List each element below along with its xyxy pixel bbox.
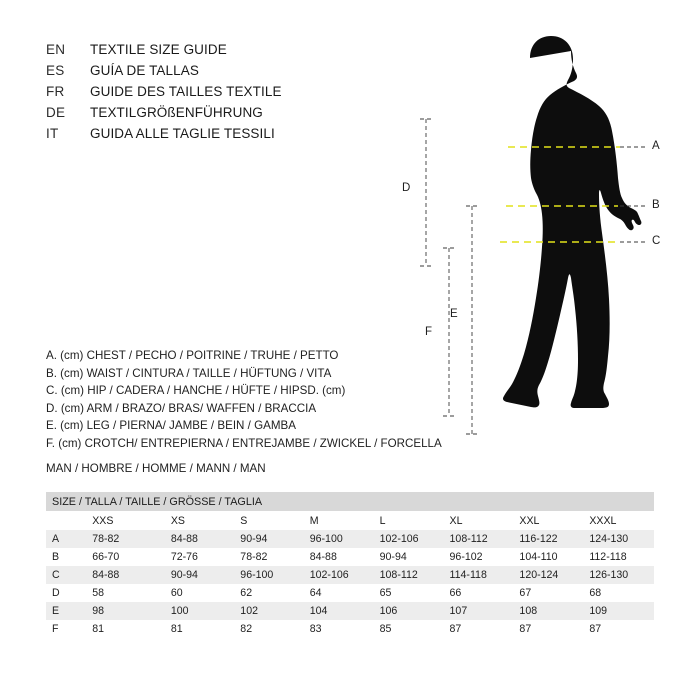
table-cell: 81 — [165, 620, 234, 638]
language-row — [46, 105, 376, 126]
table-row — [46, 602, 654, 620]
gender-label: MAN / HOMBRE / HOMME / MANN / MAN — [46, 462, 266, 475]
column-header-blank — [46, 511, 86, 530]
language-row — [46, 63, 376, 84]
language-title: GUIDA ALLE TAGLIE TESSILI — [90, 126, 275, 141]
table-cell: 104 — [304, 602, 374, 620]
table-cell: 84-88 — [304, 548, 374, 566]
measure-label-d: D — [402, 182, 411, 194]
table-cell: 120-124 — [513, 566, 583, 584]
table-cell: 78-82 — [234, 548, 303, 566]
column-header-xxl: XXL — [513, 511, 583, 530]
table-cell: 90-94 — [165, 566, 234, 584]
table-cell: 84-88 — [165, 530, 234, 548]
measure-label-f: F — [425, 326, 433, 338]
table-cell: 83 — [304, 620, 374, 638]
table-cell: 67 — [513, 584, 583, 602]
table-row — [46, 566, 654, 584]
legend-item-c: C. (cm) HIP / CADERA / HANCHE / HÜFTE / HIPSD. (cm) — [46, 384, 346, 398]
table-cell: 108 — [513, 602, 583, 620]
man-silhouette-icon — [503, 36, 641, 408]
size-table-container — [46, 492, 654, 638]
table-cell: 84-88 — [86, 566, 165, 584]
legend-item-d: D. (cm) ARM / BRAZO/ BRAS/ WAFFEN / BRACCIA — [46, 401, 317, 415]
table-cell: 104-110 — [513, 548, 583, 566]
row-label: C — [46, 566, 86, 584]
table-cell: 87 — [583, 620, 654, 638]
table-column-row — [46, 511, 654, 530]
language-code: IT — [46, 126, 59, 141]
callout-lines — [620, 147, 648, 242]
table-cell: 90-94 — [374, 548, 444, 566]
table-cell: 62 — [234, 584, 303, 602]
table-header-row — [46, 492, 654, 511]
measurement-legend — [46, 347, 446, 453]
table-cell: 66-70 — [86, 548, 165, 566]
size-table — [46, 492, 654, 638]
table-cell: 96-100 — [234, 566, 303, 584]
table-row — [46, 548, 654, 566]
table-cell: 102 — [234, 602, 303, 620]
column-header-m: M — [304, 511, 374, 530]
measure-label-b: B — [652, 199, 660, 211]
table-cell: 106 — [374, 602, 444, 620]
measure-label-c: C — [652, 235, 661, 247]
table-cell: 66 — [444, 584, 514, 602]
row-label: B — [46, 548, 86, 566]
row-label: E — [46, 602, 86, 620]
table-cell: 72-76 — [165, 548, 234, 566]
table-cell: 102-106 — [374, 530, 444, 548]
language-title: GUIDE DES TAILLES TEXTILE — [90, 84, 282, 99]
language-code: EN — [46, 42, 66, 57]
legend-item-e: E. (cm) LEG / PIERNA/ JAMBE / BEIN / GAMBA — [46, 419, 296, 433]
table-cell: 65 — [374, 584, 444, 602]
table-cell: 112-118 — [583, 548, 654, 566]
table-row — [46, 620, 654, 638]
table-cell: 87 — [444, 620, 514, 638]
language-code: ES — [46, 63, 65, 78]
table-cell: 126-130 — [583, 566, 654, 584]
legend-item-a: A. (cm) CHEST / PECHO / POITRINE / TRUHE / PETTO — [46, 349, 339, 362]
table-cell: 96-102 — [444, 548, 514, 566]
table-row — [46, 584, 654, 602]
table-row — [46, 530, 654, 548]
table-cell: 90-94 — [234, 530, 303, 548]
language-code: DE — [46, 105, 66, 120]
table-cell: 108-112 — [444, 530, 514, 548]
table-cell: 100 — [165, 602, 234, 620]
legend-item-b: B. (cm) WAIST / CINTURA / TAILLE / HÜFTUNG / VITA — [46, 366, 332, 380]
column-header-xxs: XXS — [86, 511, 165, 530]
table-cell: 114-118 — [444, 566, 514, 584]
table-cell: 87 — [513, 620, 583, 638]
table-cell: 98 — [86, 602, 165, 620]
row-label: D — [46, 584, 86, 602]
table-header-title: SIZE / TALLA / TAILLE / GRÖSSE / TAGLIA — [46, 492, 654, 511]
language-row — [46, 84, 376, 105]
language-row — [46, 42, 376, 63]
table-cell: 85 — [374, 620, 444, 638]
language-title: GUÍA DE TALLAS — [90, 63, 199, 78]
table-cell: 68 — [583, 584, 654, 602]
column-header-xxxl: XXXL — [583, 511, 654, 530]
table-cell: 58 — [86, 584, 165, 602]
measure-label-a: A — [652, 140, 660, 152]
table-cell: 64 — [304, 584, 374, 602]
table-cell: 108-112 — [374, 566, 444, 584]
language-code: FR — [46, 84, 65, 99]
column-header-xs: XS — [165, 511, 234, 530]
measure-label-e: E — [450, 308, 458, 320]
language-title-block — [46, 42, 376, 147]
table-cell: 81 — [86, 620, 165, 638]
table-cell: 116-122 — [513, 530, 583, 548]
column-header-s: S — [234, 511, 303, 530]
table-cell: 109 — [583, 602, 654, 620]
table-cell: 60 — [165, 584, 234, 602]
language-row — [46, 126, 376, 147]
row-label: F — [46, 620, 86, 638]
table-cell: 124-130 — [583, 530, 654, 548]
language-title: TEXTILGRÖßENFÜHRUNG — [90, 105, 263, 120]
table-cell: 82 — [234, 620, 303, 638]
table-cell: 102-106 — [304, 566, 374, 584]
table-cell: 107 — [444, 602, 514, 620]
table-cell: 78-82 — [86, 530, 165, 548]
row-label: A — [46, 530, 86, 548]
language-title: TEXTILE SIZE GUIDE — [90, 42, 227, 57]
legend-item-f: F. (cm) CROTCH/ ENTREPIERNA / ENTREJAMBE / ZWICKEL / FORCELLA — [46, 436, 442, 450]
table-cell: 96-100 — [304, 530, 374, 548]
column-header-xl: XL — [444, 511, 514, 530]
column-header-l: L — [374, 511, 444, 530]
